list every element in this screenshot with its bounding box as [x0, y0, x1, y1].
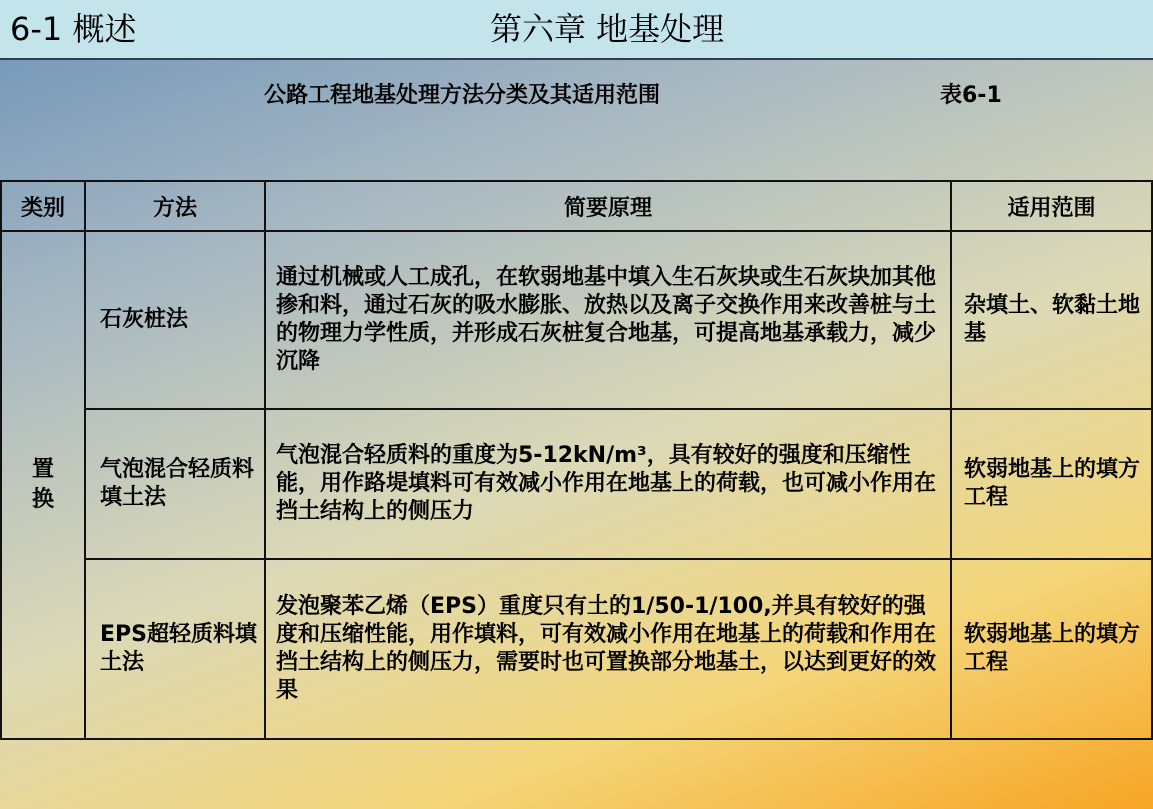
header-category: 类别: [1, 181, 85, 231]
chapter-title: 第六章 地基处理: [490, 10, 725, 48]
section-title: 6-1 概述: [10, 10, 137, 48]
header-method: 方法: [85, 181, 265, 231]
table-caption: 公路工程地基处理方法分类及其适用范围: [264, 83, 661, 108]
scope-cell: 软弱地基上的填方工程: [951, 559, 1152, 739]
method-cell: 石灰桩法: [85, 231, 265, 409]
principle-cell: 通过机械或人工成孔，在软弱地基中填入生石灰块或生石灰块加其他掺和料，通过石灰的吸水膨胀、放热以及离子交换作用来改善桩与土的物理力学性质，并形成石灰桩复合地基，可提高地基承载力，减少沉降: [265, 231, 951, 409]
principle-cell: 气泡混合轻质料的重度为5-12kN/m³，具有较好的强度和压缩性能，用作路堤填料可有效减小作用在地基上的荷载，也可减小作用在挡土结构上的侧压力: [265, 409, 951, 559]
table-row: [1, 231, 1152, 409]
category-label: 置换: [31, 457, 54, 512]
table-number: 表6-1: [940, 83, 1002, 108]
method-cell: 气泡混合轻质料填土法: [85, 409, 265, 559]
category-cell: [1, 231, 85, 739]
table-row: [1, 559, 1152, 739]
header-scope: 适用范围: [951, 181, 1152, 231]
method-cell: EPS超轻质料填土法: [85, 559, 265, 739]
method-table: [0, 180, 1153, 740]
scope-cell: 杂填土、软黏土地基: [951, 231, 1152, 409]
principle-cell: 发泡聚苯乙烯（EPS）重度只有土的1/50-1/100,并具有较好的强度和压缩性能，用作填料，可有效减小作用在地基上的荷载和作用在挡土结构上的侧压力，需要时也可置换部分地基土，以达到更好的效果: [265, 559, 951, 739]
table-row: [1, 409, 1152, 559]
table-header-row: [1, 181, 1152, 231]
header-principle: 简要原理: [265, 181, 951, 231]
scope-cell: 软弱地基上的填方工程: [951, 409, 1152, 559]
title-bar: [0, 0, 1153, 60]
